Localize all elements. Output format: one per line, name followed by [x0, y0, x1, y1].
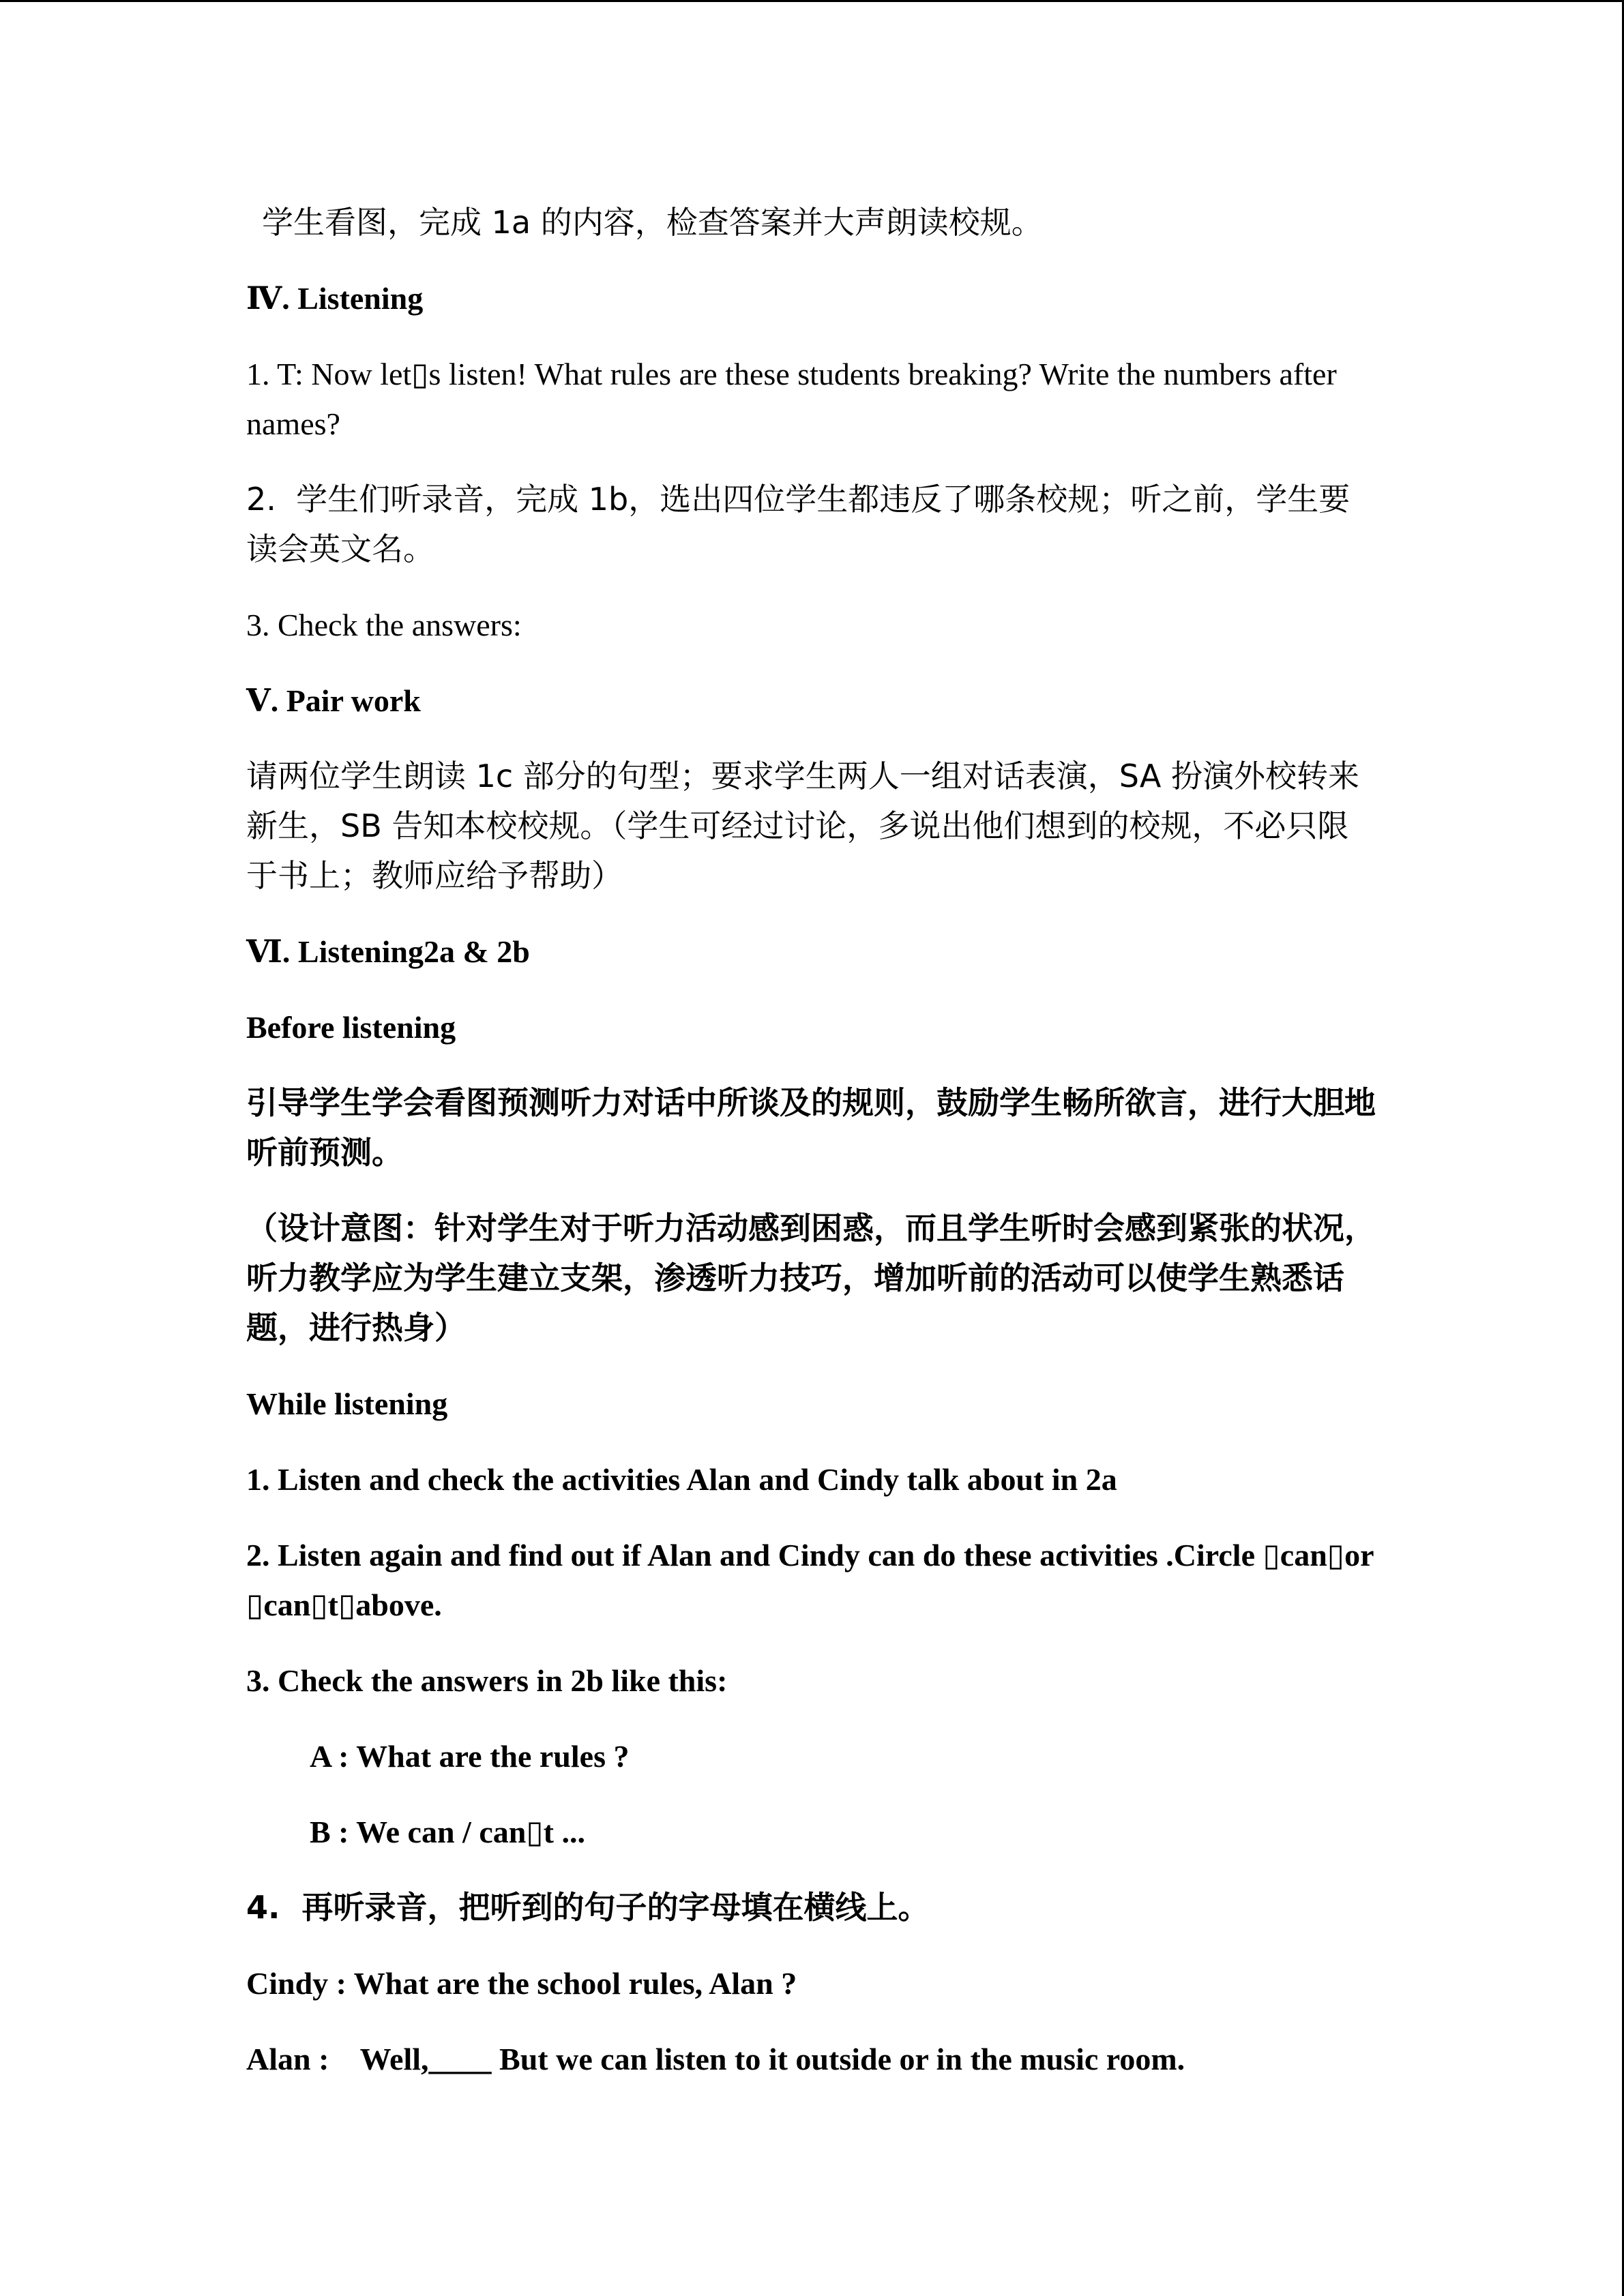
- dialog-line-b: B : We can / can▯t ...: [310, 1815, 585, 1849]
- intro-paragraph: 学生看图，完成 1a 的内容，检查答案并大声朗读校规。: [262, 204, 1043, 241]
- before-listening-paragraph: 引导学生学会看图预测听力对话中所谈及的规则，鼓励学生畅所欲言，进行大胆地听前预测。: [246, 1084, 1376, 1171]
- while-listening-heading: While listening: [246, 1386, 448, 1421]
- section-heading-listening-2: Ⅵ. Listening2a & 2b: [246, 934, 530, 969]
- while-listening-step-1: 1. Listen and check the activities Alan and Cindy talk about in 2a: [246, 1462, 1117, 1497]
- top-border: [0, 0, 1624, 2]
- listening-step-2: 2. 学生们听录音，完成 1b，选出四位学生都违反了哪条校规；听之前，学生要读会英文名。: [246, 481, 1350, 567]
- listening-step-3: 3. Check the answers:: [246, 608, 522, 642]
- dialog-line-cindy: Cindy : What are the school rules, Alan ?: [246, 1966, 797, 2001]
- section-heading-pair-work: Ⅴ. Pair work: [246, 683, 421, 718]
- before-listening-heading: Before listening: [246, 1010, 456, 1045]
- section-heading-listening: Ⅳ. Listening: [246, 281, 424, 316]
- pair-work-paragraph: 请两位学生朗读 1c 部分的句型；要求学生两人一组对话表演，SA 扮演外校转来新生，SB 告知本校校规。（学生可经过讨论，多说出他们想到的校规，不必只限于书上；教师应给予帮助）: [246, 758, 1359, 894]
- while-listening-step-2: 2. Listen again and find out if Alan and Cindy can do these activities .Circle ▯can▯or ▯can▯t▯above.: [246, 1538, 1382, 1622]
- dialog-line-a: A : What are the rules ?: [310, 1739, 630, 1774]
- document-body: [246, 198, 1382, 2110]
- design-intent-paragraph: （设计意图：针对学生对于听力活动感到困惑，而且学生听时会感到紧张的状况，听力教学应为学生建立支架，渗透听力技巧，增加听前的活动可以使学生熟悉话题，进行热身）: [246, 1210, 1376, 1346]
- while-listening-step-4: 4. 再听录音，把听到的句子的字母填在横线上。: [246, 1889, 930, 1926]
- listening-step-1: 1. T: Now let▯s listen! What rules are these students breaking? Write the numbers after names?: [246, 357, 1345, 441]
- dialog-line-alan: Alan : Well,____ But we can listen to it outside or in the music room.: [246, 2042, 1185, 2076]
- while-listening-step-3: 3. Check the answers in 2b like this:: [246, 1663, 728, 1698]
